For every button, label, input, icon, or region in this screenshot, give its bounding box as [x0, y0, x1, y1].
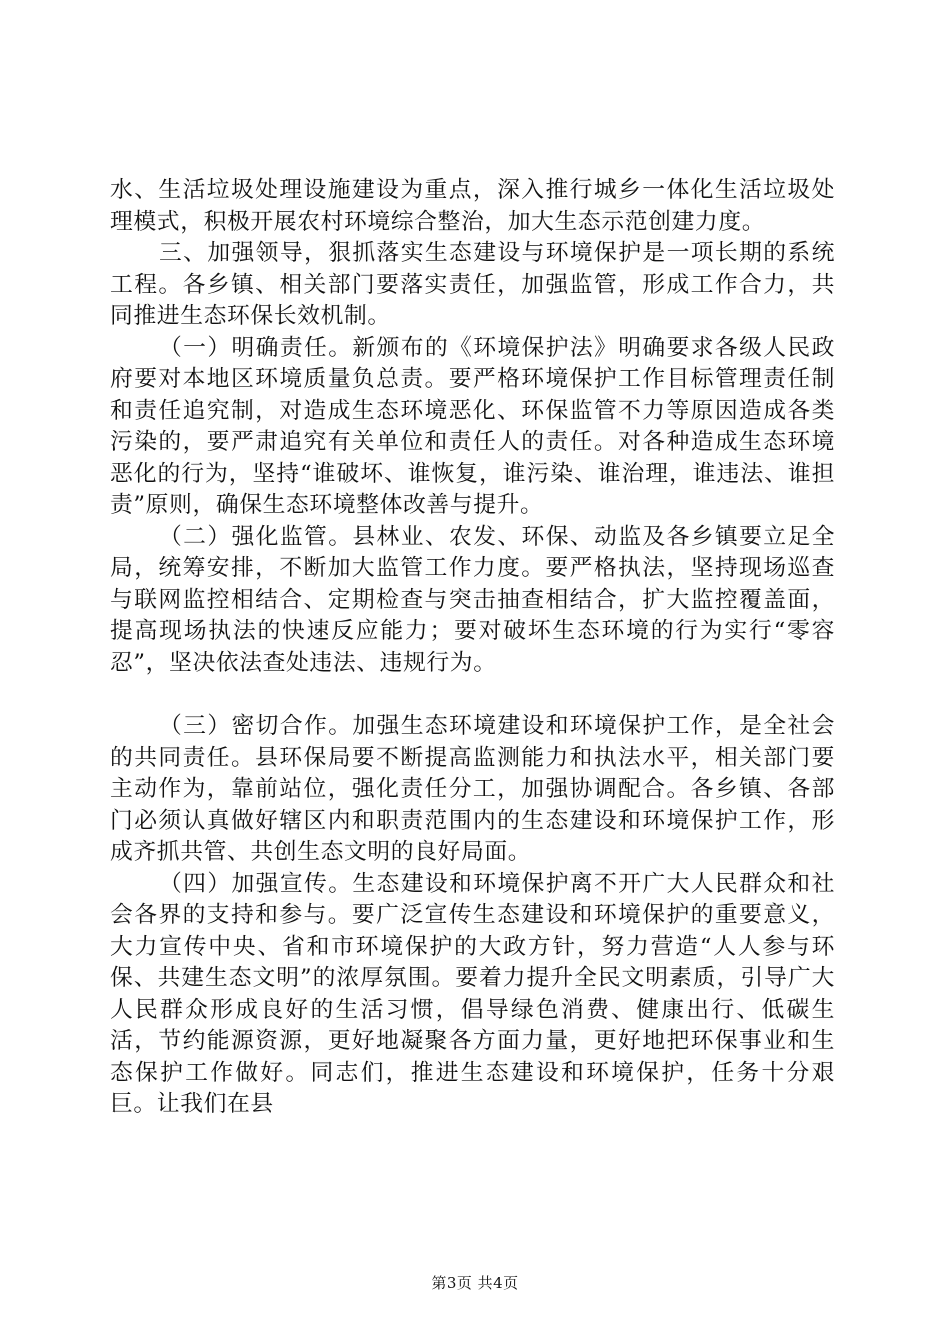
document-body	[110, 175, 835, 1121]
paragraph-close-cooperation: （三）密切合作。加强生态环境建设和环境保护工作，是全社会的共同责任。县环保局要不断提高监测能力和执法水平，相关部门要主动作为，靠前站位，强化责任分工，加强协调配合。各乡镇、各部门必须认真做好辖区内和职责范围内的生态建设和环境保护工作，形成齐抓共管、共创生态文明的良好局面。	[110, 713, 835, 865]
paragraph-strengthen-supervision: （二）强化监管。县林业、农发、环保、动监及各乡镇要立足全局，统筹安排，不断加大监管工作力度。要严格执法，坚持现场巡查与联网监控相结合、定期检查与突击抽查相结合，扩大监控覆盖面，提高现场执法的快速反应能力；要对破坏生态环境的行为实行“零容忍”，坚决依法查处违法、违规行为。	[110, 523, 835, 676]
paragraph-clarify-responsibility: （一）明确责任。新颁布的《环境保护法》明确要求各级人民政府要对本地区环境质量负总责。要严格环境保护工作目标管理责任制和责任追究制，对造成生态环境恶化、环保监管不力等原因造成各类污染的，要严肃追究有关单位和责任人的责任。对各种造成生态环境恶化的行为，坚持“谁破坏、谁恢复，谁污染、谁治理，谁违法、谁担责”原则，确保生态环境整体改善与提升。	[110, 334, 835, 518]
paragraph-continuation: 水、生活垃圾处理设施建设为重点，深入推行城乡一体化生活垃圾处理模式，积极开展农村环境综合整治，加大生态示范创建力度。	[110, 177, 835, 235]
paragraph-strengthen-publicity: （四）加强宣传。生态建设和环境保护离不开广大人民群众和社会各界的支持和参与。要广泛宣传生态建设和环境保护的重要意义，大力宣传中央、省和市环境保护的大政方针，努力营造“人人参与环保、共建生态文明”的浓厚氛围。要着力提升全民文明素质，引导广大人民群众形成良好的生活习惯，倡导绿色消费、健康出行、低碳生活，节约能源资源，更好地凝聚各方面力量，更好地把环保事业和生态保护工作做好。同志们，推进生态建设和环境保护，任务十分艰巨。让我们在县	[110, 870, 835, 1117]
page-number-footer: 第3页 共4页	[431, 1274, 519, 1292]
paragraph-section-three: 三、加强领导，狠抓落实生态建设与环境保护是一项长期的系统工程。各乡镇、相关部门要落实责任，加强监管，形成工作合力，共同推进生态环保长效机制。	[110, 240, 835, 329]
